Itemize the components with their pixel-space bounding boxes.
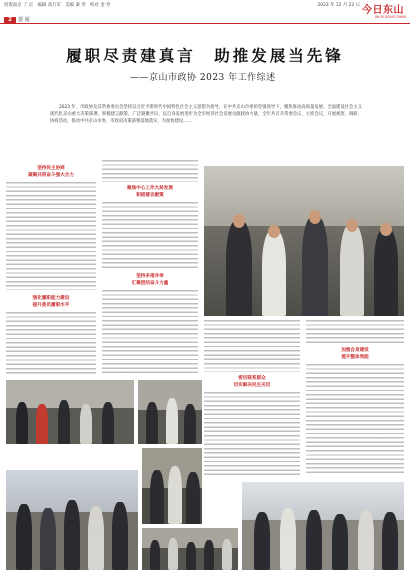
article-heading-5-line2: 切实解决民生关切 xyxy=(233,382,271,388)
issue-date: 2023 年 12 月 22 日 xyxy=(317,3,360,8)
article-heading-3-line2: 提升委员履职水平 xyxy=(32,302,70,308)
article-heading-6-line1: 加强自身建设 xyxy=(341,348,369,353)
article-heading-3 xyxy=(6,296,96,309)
article-heading-2 xyxy=(102,186,198,199)
article-body-2-cont-b xyxy=(306,320,404,344)
article-heading-4-line1: 坚持多措并举 xyxy=(136,274,164,279)
photo-site-visit-2 xyxy=(138,380,202,444)
article-heading-4-line2: 汇聚团结奋斗力量 xyxy=(131,280,169,286)
logo-text: 今日东山 xyxy=(362,5,404,16)
intro-paragraph: 2023 年，市政协及其常委委员会坚持以习近平新时代中国特色社会主义思想为指导，在中共京山市委的坚强领导下，聚焦推动高质量发展、全面建设社会主义现代化京山重大决策部署，积极建言献策，广泛凝聚共识，以自身发展进步为全市经济社会发展贡献政协力量，全年共召开常委会议、主席会议，开展视察、调研、协商活动，推动中共京山市委、市政府决策部署落地落实，为加快建设…… xyxy=(50,105,362,124)
page-headline: 履职尽责建真言 助推发展当先锋 xyxy=(66,46,344,65)
article-body-1 xyxy=(6,182,96,290)
photo-group-bottom-right xyxy=(242,482,404,570)
article-heading-2-line2: 积极建言献策 xyxy=(136,192,164,198)
article-heading-5-line1: 密切联系群众 xyxy=(238,376,266,381)
article-heading-5 xyxy=(204,376,300,389)
masthead-credits: 投资南京 丁 京 编辑 高万军 美编 秦 琴 校对 金 琴 xyxy=(4,3,111,8)
section-label: 要 闻 xyxy=(18,17,30,23)
newspaper-logo[interactable] xyxy=(362,1,406,17)
article-heading-1-line1: 坚持民主协商 xyxy=(37,166,65,171)
page-band xyxy=(0,17,410,24)
masthead xyxy=(0,0,410,10)
photo-field-inspection xyxy=(204,166,404,316)
logo-url: JIN RI DONG SHAN xyxy=(374,15,406,19)
article-heading-6 xyxy=(306,348,404,361)
article-body-5 xyxy=(204,392,300,476)
article-body-3 xyxy=(6,312,96,376)
page-subhead: ——京山市政协 2023 年工作综述 xyxy=(130,73,276,83)
article-body-1-cont xyxy=(102,160,198,182)
article-heading-4 xyxy=(102,274,198,287)
article-heading-1 xyxy=(6,166,96,179)
article-heading-6-line2: 提升整体效能 xyxy=(341,354,369,360)
photo-site-visit-1 xyxy=(6,380,134,444)
photo-meeting-2 xyxy=(142,528,238,570)
article-heading-3-line1: 强化履职能力建设 xyxy=(32,296,70,301)
photo-group-bottom-left xyxy=(6,470,138,570)
article-heading-2-line1: 聚焦中心工作大局发展 xyxy=(127,186,173,191)
photo-meeting-1 xyxy=(142,448,202,524)
article-heading-1-line2: 凝聚共同奋斗强大合力 xyxy=(28,172,74,178)
page-number: 2 xyxy=(4,17,16,24)
article-body-6 xyxy=(306,364,404,476)
article-body-4 xyxy=(102,290,198,376)
article-body-2 xyxy=(102,202,198,268)
article-body-2-cont xyxy=(204,320,300,372)
